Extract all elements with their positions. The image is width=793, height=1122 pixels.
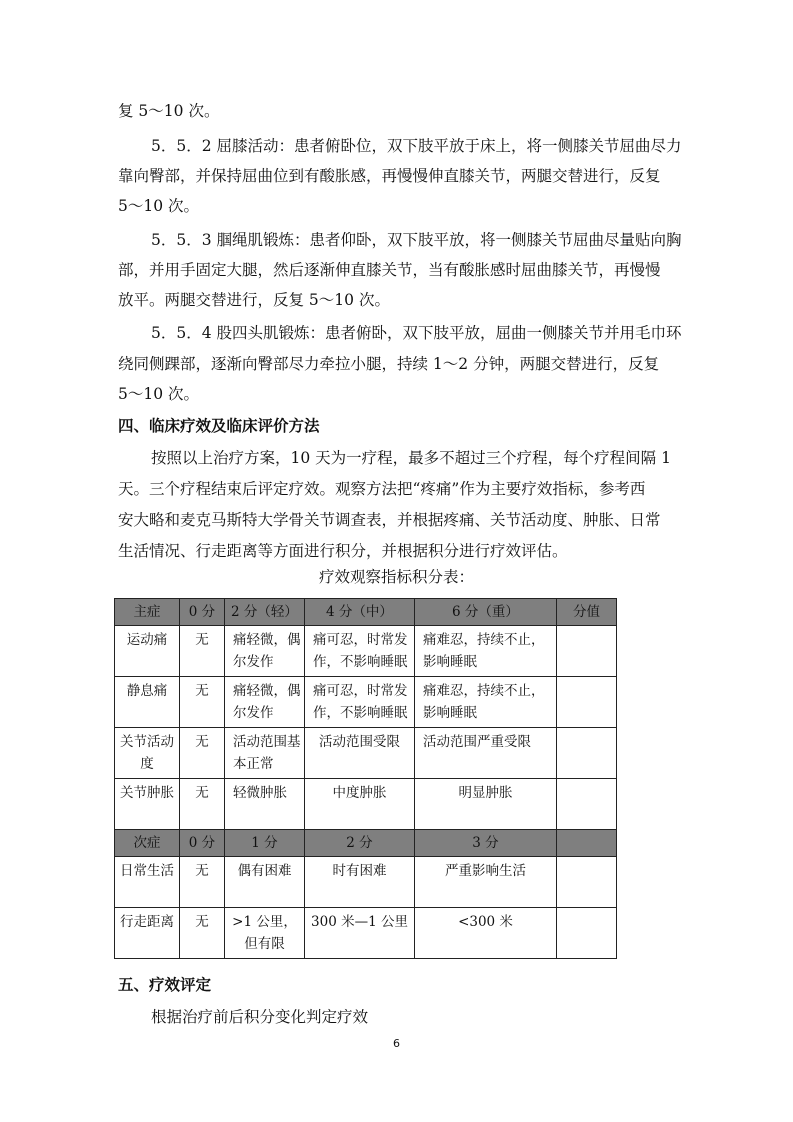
table-cell: 关节活动度 [115, 728, 180, 779]
paragraph-line: 放平。两腿交替进行，反复 5～10 次。 [118, 291, 390, 309]
table-row [115, 677, 617, 728]
table-cell [557, 677, 617, 728]
table-cell [557, 908, 617, 959]
table-cell: 活动范围受限 [305, 728, 415, 779]
paragraph-line: 5～10 次。 [118, 385, 200, 403]
table-row [115, 626, 617, 677]
table-cell: 无 [180, 677, 225, 728]
header-cell: 0 分 [180, 599, 225, 626]
table-cell: 日常生活 [115, 857, 180, 908]
header-cell: 次症 [115, 830, 180, 857]
table-cell: 静息痛 [115, 677, 180, 728]
table-header-row [115, 599, 617, 626]
section-heading: 四、临床疗效及临床评价方法 [118, 416, 320, 435]
table-cell: 时有困难 [305, 857, 415, 908]
table-cell: 无 [180, 626, 225, 677]
table-cell [557, 626, 617, 677]
header-cell: 3 分 [415, 830, 557, 857]
paragraph-line: 复 5～10 次。 [118, 102, 220, 120]
paragraph-line: 根据治疗前后积分变化判定疗效 [151, 1008, 369, 1026]
table-cell: 明显肿胀 [415, 779, 557, 830]
header-cell: 0 分 [180, 830, 225, 857]
paragraph-line: 5．5．4 股四头肌锻炼：患者俯卧，双下肢平放，屈曲一侧膝关节并用毛巾环 [151, 324, 682, 342]
table-cell [557, 857, 617, 908]
page-number: 6 [393, 1037, 400, 1050]
table-cell: 运动痛 [115, 626, 180, 677]
table-cell: 偶有困难 [225, 857, 305, 908]
table-cell: 活动范围严重受限 [415, 728, 557, 779]
table-cell: 痛轻微，偶尔发作 [225, 626, 305, 677]
table-cell: 痛难忍，持续不止，影响睡眠 [415, 677, 557, 728]
table-cell: 严重影响生活 [415, 857, 557, 908]
paragraph-line: 靠向臀部，并保持屈曲位到有酸胀感，再慢慢伸直膝关节，两腿交替进行，反复 [118, 167, 661, 185]
paragraph-line: 绕同侧踝部，逐渐向臀部尽力牵拉小腿，持续 1～2 分钟，两腿交替进行，反复 [118, 355, 660, 373]
table-cell: 轻微肿胀 [225, 779, 305, 830]
table-cell [557, 779, 617, 830]
table-cell: 无 [180, 728, 225, 779]
table-cell: 无 [180, 857, 225, 908]
header-cell: 4 分（中） [305, 599, 415, 626]
table-cell: 无 [180, 908, 225, 959]
table-cell: 中度肿胀 [305, 779, 415, 830]
paragraph-line: 5～10 次。 [118, 197, 200, 215]
table-cell: 痛可忍，时常发作，不影响睡眠 [305, 677, 415, 728]
table-row [115, 857, 617, 908]
table-cell: 痛可忍，时常发作，不影响睡眠 [305, 626, 415, 677]
paragraph-line: 5．5．3 腘绳肌锻炼：患者仰卧，双下肢平放，将一侧膝关节屈曲尽量贴向胸 [151, 231, 682, 249]
paragraph-line: 5．5．2 屈膝活动：患者俯卧位，双下肢平放于床上，将一侧膝关节屈曲尽力 [151, 137, 682, 155]
table-cell: 活动范围基本正常 [225, 728, 305, 779]
table-cell: 无 [180, 779, 225, 830]
header-cell: 主症 [115, 599, 180, 626]
paragraph-line: 安大略和麦克马斯特大学骨关节调查表，并根据疼痛、关节活动度、肿胀、日常 [118, 511, 661, 529]
header-cell: 分值 [557, 599, 617, 626]
table-caption: 疗效观察指标积分表： [318, 568, 474, 586]
header-cell [557, 830, 617, 857]
table-subheader-row [115, 830, 617, 857]
table-cell: 痛轻微，偶尔发作 [225, 677, 305, 728]
paragraph-line: 生活情况、行走距离等方面进行积分，并根据积分进行疗效评估。 [118, 542, 568, 560]
score-table [114, 598, 617, 959]
table-cell: <300 米 [415, 908, 557, 959]
table-row [115, 728, 617, 779]
paragraph-line: 天。三个疗程结束后评定疗效。观察方法把“疼痛”作为主要疗效指标，参考西 [118, 480, 646, 498]
table-cell: 行走距离 [115, 908, 180, 959]
section-heading: 五、疗效评定 [118, 975, 212, 994]
header-cell: 2 分 [305, 830, 415, 857]
table-row [115, 908, 617, 959]
table-cell: 痛难忍，持续不止，影响睡眠 [415, 626, 557, 677]
table-cell: 300 米—1 公里 [305, 908, 415, 959]
paragraph-line: 部，并用手固定大腿，然后逐渐伸直膝关节，当有酸胀感时屈曲膝关节，再慢慢 [118, 261, 661, 279]
table-cell [557, 728, 617, 779]
header-cell: 2 分（轻） [225, 599, 305, 626]
header-cell: 1 分 [225, 830, 305, 857]
table-row [115, 779, 617, 830]
header-cell: 6 分（重） [415, 599, 557, 626]
paragraph-line: 按照以上治疗方案，10 天为一疗程，最多不超过三个疗程，每个疗程间隔 1 [151, 449, 671, 467]
table-cell: >1 公里，但有限 [225, 908, 305, 959]
table-cell: 关节肿胀 [115, 779, 180, 830]
